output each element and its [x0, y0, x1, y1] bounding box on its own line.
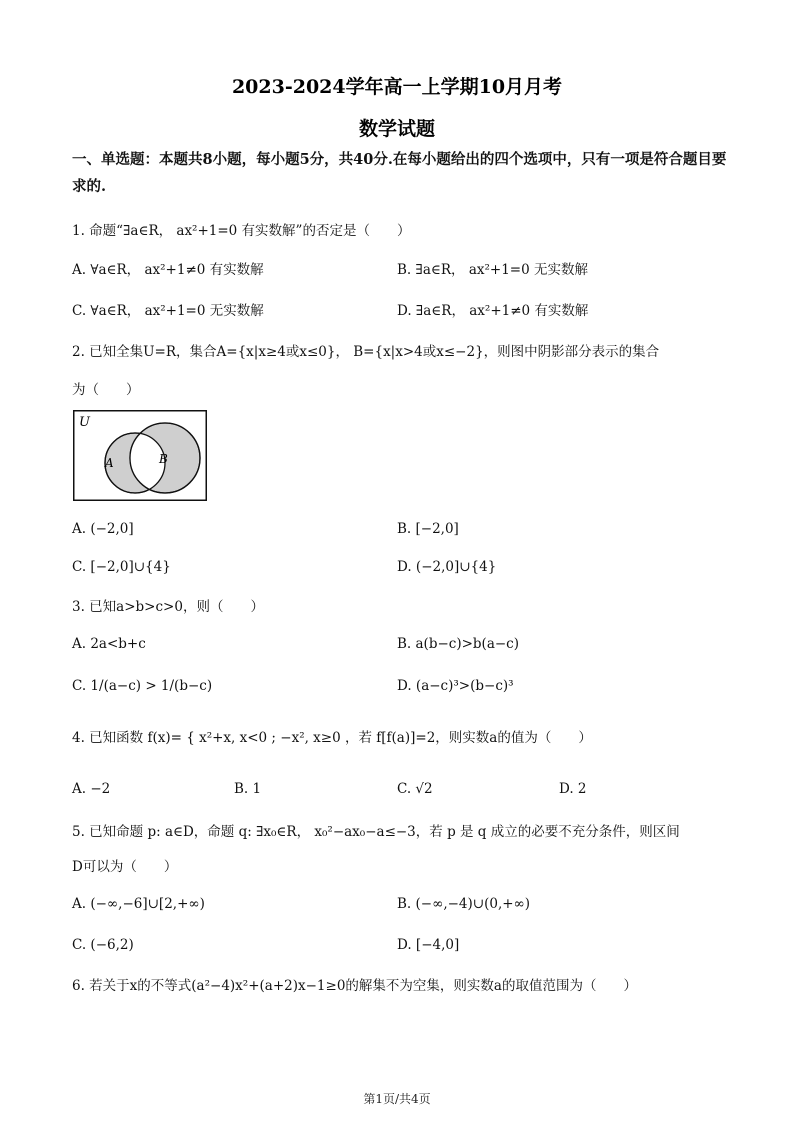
q1-option-c: C. ∀a∈R， ax²+1=0 无实数解 — [72, 303, 264, 319]
q3-option-a: A. 2a<b+c — [72, 636, 146, 652]
q2-option-c: C. [−2,0]∪{4} — [72, 559, 171, 575]
q1-option-d: D. ∃a∈R， ax²+1≠0 有实数解 — [397, 303, 589, 319]
q5-option-a: A. (−∞,−6]∪[2,+∞) — [72, 896, 205, 912]
q1-option-b: B. ∃a∈R， ax²+1=0 无实数解 — [397, 262, 588, 278]
q4-option-b: B. 1 — [234, 781, 262, 797]
page-footer: 第1页/共4页 — [363, 1092, 431, 1106]
exam-title: 2023-2024学年高一上学期10月月考 — [231, 76, 563, 98]
venn-label-a: A — [105, 456, 114, 470]
q4-option-a: A. −2 — [72, 781, 111, 797]
venn-label-b: B — [159, 452, 168, 466]
section-heading: 一、单选题：本题共8小题，每小题5分，共40分.在每小题给出的四个选项中，只有一项是符合题目要求的. — [72, 151, 727, 195]
q2-stem: 2. 已知全集U=R，集合A={x|x≥4或x≤0}， B={x|x>4或x≤−2}，则图中阴影部分表示的集合 — [72, 344, 660, 360]
q1-option-a: A. ∀a∈R， ax²+1≠0 有实数解 — [72, 262, 264, 278]
venn-label-u: U — [79, 415, 90, 430]
q3-option-d: D. (a−c)³>(b−c)³ — [397, 678, 514, 694]
q3-option-c: C. 1/(a−c) > 1/(b−c) — [72, 678, 213, 694]
q2-option-d: D. (−2,0]∪{4} — [397, 559, 497, 575]
q4-option-c: C. √2 — [397, 781, 433, 797]
q6-stem: 6. 若关于x的不等式(a²−4)x²+(a+2)x−1≥0的解集不为空集，则实数a的取值范围为（ ） — [72, 978, 637, 994]
q1-stem: 1. 命题“∃a∈R， ax²+1=0 有实数解”的否定是（ ） — [72, 223, 411, 239]
q4-stem: 4. 已知函数 f(x)= { x²+x, x<0 ; −x², x≥0 ，若 f[f(a)]=2，则实数a的值为（ ） — [72, 730, 592, 746]
q5-stem: 5. 已知命题 p: a∈D，命题 q: ∃x₀∈R， x₀²−ax₀−a≤−3，若 p 是 q 成立的必要不充分条件，则区间 — [72, 824, 680, 840]
venn-diagram — [73, 410, 207, 501]
q2-stem-cont: 为（ ） — [72, 382, 140, 398]
q3-stem: 3. 已知a>b>c>0，则（ ） — [72, 599, 264, 615]
q5-option-d: D. [−4,0] — [397, 937, 460, 953]
exam-subtitle: 数学试题 — [358, 118, 435, 140]
q3-option-b: B. a(b−c)>b(a−c) — [397, 636, 520, 652]
q2-option-b: B. [−2,0] — [397, 521, 459, 537]
q5-option-c: C. (−6,2) — [72, 937, 134, 953]
q5-stem-cont: D可以为（ ） — [72, 859, 178, 875]
q5-option-b: B. (−∞,−4)∪(0,+∞) — [397, 896, 531, 912]
q4-option-d: D. 2 — [559, 781, 587, 797]
q2-option-a: A. (−2,0] — [72, 521, 134, 537]
